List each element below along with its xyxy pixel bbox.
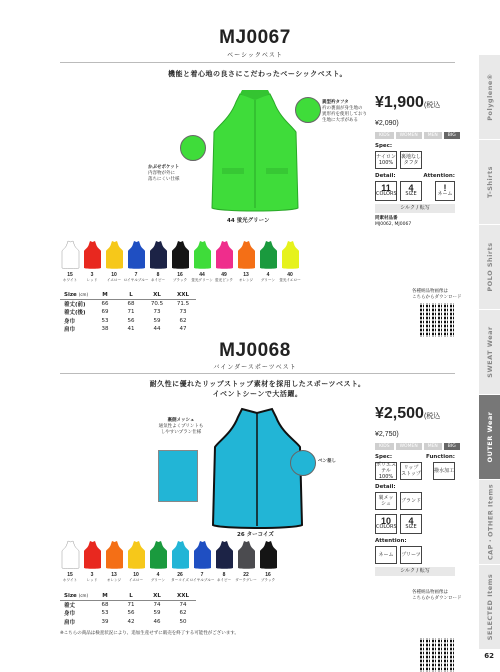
swatch-color-name: ブラック bbox=[172, 278, 188, 282]
color-swatch[interactable] bbox=[60, 540, 80, 583]
size-word: SIZE bbox=[405, 191, 417, 197]
vest-swatch-image bbox=[61, 540, 80, 570]
vest-swatch-image bbox=[105, 540, 124, 570]
size-table-cell: 着丈(前) bbox=[64, 302, 86, 308]
vest-swatch-image bbox=[237, 240, 256, 270]
size-table-cell: 着丈 bbox=[64, 603, 76, 609]
attention-label: Attention: bbox=[423, 173, 455, 179]
spec-icon-box: ポリエステル 100% bbox=[376, 462, 396, 480]
color-swatch[interactable] bbox=[170, 240, 190, 283]
size-table-cell: 39 bbox=[101, 618, 109, 625]
swatch-number: 4 bbox=[266, 272, 270, 278]
product1-code: MJ0067 bbox=[219, 27, 291, 48]
swatch-color-name: グリーン bbox=[150, 578, 166, 582]
size-table-cell: 71.5 bbox=[176, 301, 190, 307]
size-table-header bbox=[60, 592, 196, 601]
product2-code: MJ0068 bbox=[219, 340, 291, 361]
color-swatch[interactable] bbox=[280, 240, 300, 283]
product1-main-caption: 44 蛍光グリーン bbox=[227, 218, 270, 224]
color-swatch[interactable] bbox=[126, 540, 146, 583]
product2-main-caption: 26 ターコイズ bbox=[237, 532, 274, 538]
page-number: 62 bbox=[484, 652, 494, 660]
product1-subtitle: ベーシックベスト bbox=[227, 52, 283, 59]
product1-main-image bbox=[200, 88, 310, 216]
product1-size-tags bbox=[375, 132, 455, 139]
size-count-box bbox=[400, 514, 422, 534]
product1-callout-right bbox=[322, 100, 382, 124]
swatch-number: 13 bbox=[111, 572, 117, 578]
callout-title: 裏側メッシュ bbox=[167, 418, 195, 423]
swatch-color-name: ネイビー bbox=[150, 278, 166, 282]
qr-caption: 各種納品物画像は こちらからダウンロード bbox=[412, 590, 462, 601]
size-table-cell: 56 bbox=[127, 610, 135, 617]
side-nav-tab[interactable] bbox=[478, 225, 500, 309]
size-table-head-cell: XL bbox=[144, 592, 170, 601]
size-range-tag: BIG bbox=[444, 443, 460, 450]
swatch-number: 22 bbox=[243, 572, 249, 578]
size-table-head-cell: L bbox=[118, 592, 144, 601]
swatch-color-name: ダークグレー bbox=[235, 578, 257, 582]
color-swatch[interactable] bbox=[82, 540, 102, 583]
product2-price bbox=[375, 405, 455, 441]
side-nav-label: POLO Shirts bbox=[485, 242, 494, 292]
swatch-number: 10 bbox=[133, 572, 139, 578]
vest-swatch-image bbox=[83, 540, 102, 570]
color-swatch[interactable] bbox=[236, 240, 256, 283]
size-table-cell: 62 bbox=[179, 317, 187, 324]
swatch-number: 16 bbox=[265, 572, 271, 578]
vest-swatch-image bbox=[83, 240, 102, 270]
collar-detail-image bbox=[295, 97, 321, 123]
swatch-number: 15 bbox=[67, 272, 73, 278]
detail-icon-box: ブランド bbox=[400, 492, 422, 510]
size-table-row bbox=[60, 601, 196, 610]
swatch-color-name: 蛍光ピンク bbox=[215, 278, 233, 282]
swatch-number: 40 bbox=[287, 272, 293, 278]
callout-title: かぶせポケット bbox=[148, 165, 180, 170]
product1-price bbox=[375, 94, 455, 130]
product2-size-table bbox=[60, 592, 196, 626]
spec-icon-box: リップ ストップ bbox=[400, 462, 422, 480]
qr-code-image[interactable] bbox=[420, 638, 454, 672]
size-table-head-cell: XXL bbox=[170, 592, 196, 601]
print-method-bar: シルク / 転写 bbox=[375, 567, 455, 576]
size-range-tag: WOMEN bbox=[396, 132, 422, 139]
water-repellent-icon-box: 撥水加工 bbox=[433, 462, 455, 480]
color-swatch[interactable] bbox=[189, 540, 215, 583]
callout-title: 異型衿タフタ bbox=[322, 100, 349, 105]
size-table-head-cell: M bbox=[92, 291, 118, 300]
detail-label: Detail: bbox=[375, 484, 396, 490]
size-unit: (cm) bbox=[78, 593, 88, 598]
color-swatch[interactable] bbox=[148, 240, 168, 283]
vest-swatch-image bbox=[127, 240, 146, 270]
vest-swatch-image bbox=[171, 240, 190, 270]
product2-info bbox=[375, 405, 455, 576]
swatch-color-name: レッド bbox=[86, 578, 98, 582]
size-table-cell: 50 bbox=[179, 618, 187, 625]
size-table-row bbox=[60, 325, 196, 334]
color-swatch[interactable] bbox=[258, 240, 278, 283]
price-tax: (税込 ¥2,750) bbox=[375, 413, 441, 438]
product2-callout-left bbox=[152, 418, 210, 436]
size-table-cell: 68 bbox=[127, 301, 135, 307]
attention-icon-box: ネーム bbox=[375, 546, 397, 564]
price-tax: (税込 ¥2,090) bbox=[375, 102, 441, 127]
pocket-detail-image bbox=[180, 135, 206, 161]
size-table-cell: 46 bbox=[153, 618, 161, 625]
color-swatch[interactable] bbox=[123, 240, 149, 283]
vest-swatch-image bbox=[193, 240, 212, 270]
side-nav-tab[interactable] bbox=[478, 140, 500, 224]
swatch-color-name: イエロー bbox=[106, 278, 122, 282]
swatch-color-name: ネイビー bbox=[216, 578, 232, 582]
side-nav-label: CAP・OTHER Items bbox=[486, 483, 494, 561]
product2-attention bbox=[375, 546, 455, 564]
size-table-cell: 62 bbox=[179, 610, 187, 617]
color-swatch[interactable] bbox=[82, 240, 102, 283]
product1-color-swatches bbox=[60, 240, 300, 283]
size-table-cell: 68 bbox=[101, 602, 109, 608]
size-table-head-cell: L bbox=[118, 291, 144, 300]
color-swatch[interactable] bbox=[104, 240, 124, 283]
size-table-cell: 73 bbox=[179, 309, 187, 316]
size-table-cell: 70.5 bbox=[150, 301, 164, 307]
size-word: SIZE bbox=[405, 524, 417, 530]
swatch-color-name: ブラック bbox=[260, 578, 276, 582]
vest-swatch-image bbox=[259, 540, 278, 570]
color-swatch[interactable] bbox=[258, 540, 278, 583]
vest-swatch-image bbox=[215, 540, 234, 570]
swatch-number: 10 bbox=[111, 272, 117, 278]
size-count: 4 bbox=[408, 516, 414, 526]
size-table-cell: 59 bbox=[153, 317, 161, 324]
divider bbox=[60, 373, 455, 374]
swatch-color-name: グリーン bbox=[260, 278, 276, 282]
swatch-color-name: ホワイト bbox=[62, 278, 78, 282]
swatch-color-name: ホワイト bbox=[62, 578, 78, 582]
size-table-head-cell: M bbox=[92, 592, 118, 601]
size-count-box bbox=[400, 181, 422, 201]
product1-spec bbox=[375, 151, 455, 169]
swatch-color-name: ターコイズ bbox=[171, 578, 189, 582]
swatch-color-name: 蛍光イエロー bbox=[279, 278, 301, 282]
color-swatch[interactable] bbox=[214, 240, 234, 283]
mesh-detail-image bbox=[158, 450, 198, 502]
divider bbox=[60, 62, 455, 63]
colors-count-box bbox=[375, 181, 397, 201]
callout-body: 衿の裏面が身生地の 異形衿を使用しており 生地に大ボがある bbox=[322, 106, 367, 123]
size-label: Size bbox=[64, 292, 77, 298]
vest-swatch-image bbox=[171, 540, 190, 570]
swatch-number: 8 bbox=[222, 572, 226, 578]
product2-callout-right: ベン差し bbox=[318, 459, 336, 464]
color-swatch[interactable] bbox=[214, 540, 234, 583]
size-table-row bbox=[60, 618, 196, 627]
vest-swatch-image bbox=[215, 240, 234, 270]
swatch-color-name: オレンジ bbox=[238, 278, 254, 282]
detail-label: Detail: bbox=[375, 173, 396, 179]
swatch-number: 3 bbox=[90, 572, 94, 578]
swatch-number: 3 bbox=[90, 272, 94, 278]
vest-swatch-image bbox=[193, 540, 212, 570]
qr-code-image[interactable] bbox=[420, 303, 454, 337]
colors-count: 10 bbox=[380, 516, 391, 526]
size-range-tag: MEN bbox=[424, 443, 442, 450]
vest-illustration bbox=[200, 88, 310, 216]
side-nav-label: SELECTED Items bbox=[485, 573, 494, 641]
vest-swatch-image bbox=[149, 540, 168, 570]
callout-body: 内容物が外に 落ちにくい仕様 bbox=[148, 171, 180, 182]
swatch-color-name: レッド bbox=[86, 278, 98, 282]
product2-spec bbox=[375, 462, 455, 480]
spec-label: Spec: bbox=[375, 143, 393, 149]
size-table-head-cell bbox=[60, 592, 92, 601]
swatch-number: 49 bbox=[221, 272, 227, 278]
side-nav-label: SWEAT Wear bbox=[485, 326, 494, 378]
related-label: 同素材品番 bbox=[375, 216, 398, 221]
side-nav-label: Polyglene® bbox=[485, 73, 494, 121]
size-label: Size bbox=[64, 593, 77, 599]
size-table-cell: 74 bbox=[179, 602, 187, 608]
product2-size-tags bbox=[375, 443, 455, 450]
color-swatch[interactable] bbox=[236, 540, 256, 583]
vest-swatch-image bbox=[259, 240, 278, 270]
size-count: 4 bbox=[408, 183, 414, 193]
qr-caption: 各種納品物画像は こちらからダウンロード bbox=[412, 289, 462, 300]
product2-detail bbox=[375, 492, 455, 510]
size-table-head-cell: XXL bbox=[170, 291, 196, 300]
print-method-bar: シルク / 転写 bbox=[375, 204, 455, 213]
product1-size-table bbox=[60, 291, 196, 334]
callout-body: 通気性よくプリントも しやすいプラン仕様 bbox=[158, 424, 204, 435]
vest-swatch-image bbox=[281, 240, 300, 270]
swatch-number: 13 bbox=[243, 272, 249, 278]
product2-subtitle: バインダースポーツベスト bbox=[213, 364, 297, 371]
swatch-number: 4 bbox=[156, 572, 160, 578]
size-range-tag: WOMEN bbox=[396, 443, 422, 450]
size-range-tag: KIDS bbox=[375, 132, 394, 139]
swatch-number: 26 bbox=[177, 572, 183, 578]
size-table-cell: 53 bbox=[101, 317, 109, 324]
color-swatch[interactable] bbox=[170, 540, 190, 583]
size-table-cell: 73 bbox=[153, 309, 161, 316]
colors-word: COLORS bbox=[376, 191, 397, 197]
spec-icon-box: ナイロン 100% bbox=[375, 151, 397, 169]
size-table-cell: 身巾 bbox=[64, 611, 76, 618]
price-value: ¥2,500 bbox=[375, 405, 424, 422]
spec-label: Spec: bbox=[375, 454, 393, 460]
size-range-tag: BIG bbox=[444, 132, 460, 139]
catch-line: 耐久性に優れたリップストップ素材を採用したスポーツベスト。 bbox=[149, 380, 366, 388]
colors-word: COLORS bbox=[376, 524, 397, 530]
vest-swatch-image bbox=[127, 540, 146, 570]
attention-icon: ! bbox=[443, 183, 447, 193]
size-unit: (cm) bbox=[78, 292, 88, 297]
size-table-cell: 53 bbox=[101, 610, 109, 617]
size-table-cell: 38 bbox=[101, 326, 109, 333]
side-nav-label: T-Shirts bbox=[485, 166, 494, 198]
side-nav-tab[interactable] bbox=[478, 565, 500, 649]
product2-footnote: ※こちらの商品は検査状況により、追加生産せずに販売を終了する可能性がございます。 bbox=[60, 631, 239, 636]
size-table-row bbox=[60, 308, 196, 317]
size-table-cell: 56 bbox=[127, 317, 135, 324]
color-swatch[interactable] bbox=[60, 240, 80, 283]
function-label: Function: bbox=[426, 454, 455, 460]
attention-label: Attention: bbox=[375, 538, 407, 544]
side-nav-label: OUTER Wear bbox=[485, 411, 494, 463]
size-table-cell: 71 bbox=[127, 309, 135, 316]
price-value: ¥1,900 bbox=[375, 94, 424, 111]
related-codes: MJ0062, MJ0067 bbox=[375, 222, 412, 227]
swatch-color-name: オレンジ bbox=[106, 578, 122, 582]
size-table-head-cell: XL bbox=[144, 291, 170, 300]
size-table-cell: 肩巾 bbox=[64, 619, 76, 626]
swatch-number: 15 bbox=[67, 572, 73, 578]
detail-icon-box: 裏メッシュ bbox=[375, 492, 397, 510]
swatch-number: 7 bbox=[134, 272, 138, 278]
swatch-number: 7 bbox=[200, 572, 204, 578]
spec-icon-box: 裏地なし タフタ bbox=[400, 151, 422, 169]
size-table-cell: 身巾 bbox=[64, 318, 76, 325]
vest-swatch-image bbox=[149, 240, 168, 270]
size-table-cell: 74 bbox=[153, 602, 161, 608]
swatch-color-name: イエロー bbox=[128, 578, 144, 582]
size-table-cell: 肩巾 bbox=[64, 327, 76, 334]
product1-info bbox=[375, 94, 455, 228]
size-table-header bbox=[60, 291, 196, 300]
color-swatch[interactable] bbox=[104, 540, 124, 583]
swatch-number: 16 bbox=[177, 272, 183, 278]
size-range-tag: KIDS bbox=[375, 443, 394, 450]
side-nav-tab[interactable] bbox=[478, 55, 500, 139]
vest-swatch-image bbox=[61, 240, 80, 270]
size-table-cell: 71 bbox=[127, 602, 135, 608]
size-table-cell: 41 bbox=[127, 326, 135, 333]
swatch-color-name: ロイヤルブルー bbox=[189, 578, 215, 582]
size-table-cell: 66 bbox=[101, 301, 109, 307]
attention-text: ネーム bbox=[437, 191, 453, 197]
size-table-cell: 69 bbox=[101, 309, 109, 316]
color-swatch[interactable] bbox=[192, 240, 212, 283]
vest-swatch-image bbox=[237, 540, 256, 570]
product2-color-swatches bbox=[60, 540, 278, 583]
pen-pocket-detail-image bbox=[290, 450, 316, 476]
color-swatch[interactable] bbox=[148, 540, 168, 583]
catch-line: イベントシーンで大活躍。 bbox=[212, 390, 303, 398]
vest-swatch-image bbox=[105, 240, 124, 270]
side-nav-tab[interactable] bbox=[478, 480, 500, 564]
size-table-cell: 47 bbox=[179, 326, 187, 333]
colors-count: 11 bbox=[381, 183, 391, 193]
side-nav-tab[interactable] bbox=[478, 395, 500, 479]
product1-catch: 機能と着心地の良さにこだわったベーシックベスト。 bbox=[167, 70, 348, 78]
size-table-row bbox=[60, 317, 196, 326]
swatch-number: 44 bbox=[199, 272, 205, 278]
size-table-row bbox=[60, 609, 196, 618]
side-nav-tab[interactable] bbox=[478, 310, 500, 394]
swatch-color-name: ロイヤルブルー bbox=[123, 278, 149, 282]
size-table-row bbox=[60, 300, 196, 309]
attention-box bbox=[435, 181, 455, 201]
product1-callout-left bbox=[148, 165, 203, 183]
swatch-number: 8 bbox=[156, 272, 160, 278]
size-table-head-cell bbox=[60, 291, 92, 300]
size-table-cell: 着丈(後) bbox=[64, 310, 86, 317]
size-table-cell: 44 bbox=[153, 326, 161, 333]
colors-count-box bbox=[375, 514, 397, 534]
product2-catch bbox=[60, 379, 455, 399]
size-table-cell: 42 bbox=[127, 618, 135, 625]
attention-icon-box: プリーツ bbox=[400, 546, 422, 564]
size-table-cell: 59 bbox=[153, 610, 161, 617]
size-range-tag: MEN bbox=[424, 132, 442, 139]
swatch-color-name: 蛍光グリーン bbox=[191, 278, 213, 282]
